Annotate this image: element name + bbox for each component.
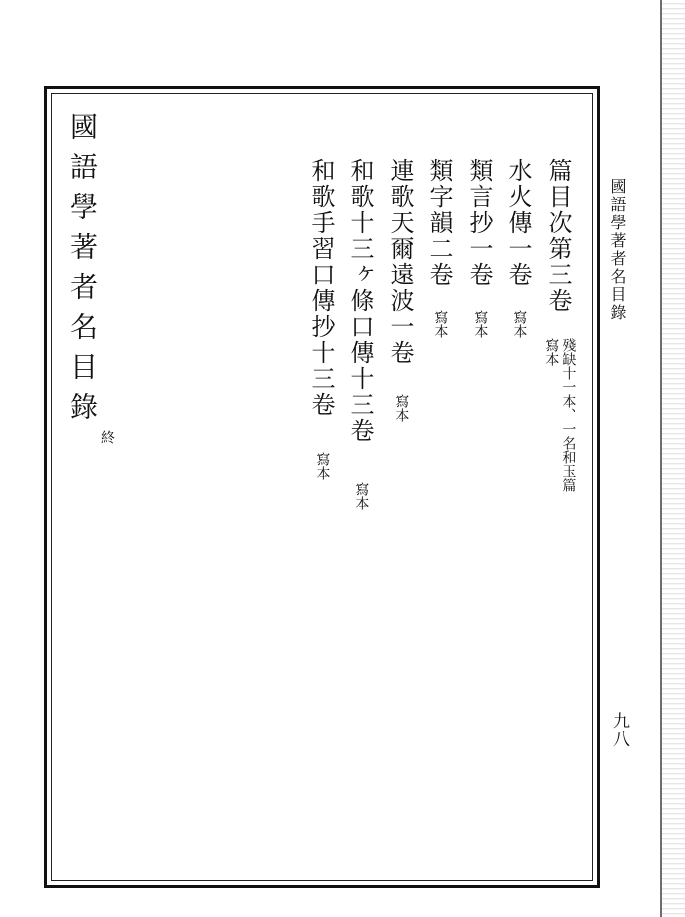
entry-6-title: 和歌十三ヶ條口傳十三卷 [346,158,374,444]
entry-6-note: 寫本 [353,482,370,510]
entry-1-note-left: 寫本 [543,338,560,366]
entry-3-title: 類言抄一卷 [465,158,493,288]
entry-4-title: 類字韻二卷 [425,158,453,288]
running-head: 國語學著者名目錄 [608,178,627,322]
entry-3-note: 寫本 [472,310,489,338]
page-edge [660,0,685,917]
entry-5-title: 連歌天爾遠波一卷 [386,158,414,366]
page-number: 九八 [609,712,629,748]
entry-2-title: 水火傳一卷 [504,158,532,288]
main-title: 國語學著者名目錄 [66,112,99,432]
entry-7-note: 寫本 [314,452,331,480]
entry-2-note: 寫本 [511,310,528,338]
entry-7-title: 和歌手習口傳抄十三卷 [307,158,335,418]
end-mark: 終 [99,430,115,444]
entry-4-note: 寫本 [432,310,449,338]
entry-1-note-right: 殘缺十一本、一名和玉篇 [560,338,577,492]
entry-5-note: 寫本 [393,394,410,422]
entry-1-title: 篇目次第三卷 [544,158,572,314]
